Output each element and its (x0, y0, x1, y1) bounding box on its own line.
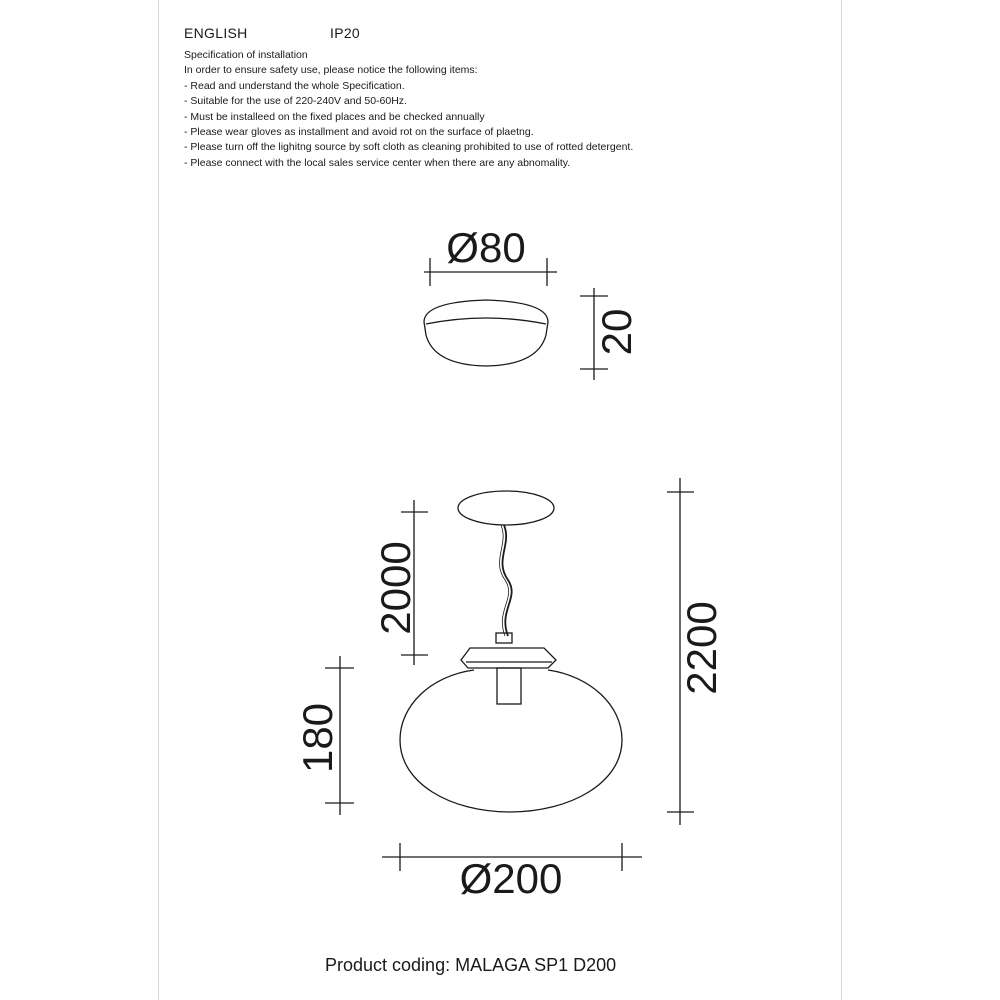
cable (502, 525, 511, 636)
total-height-label: 2200 (678, 601, 725, 695)
glass-shade (400, 670, 622, 812)
canopy-diameter-label: Ø80 (446, 224, 526, 271)
shade-height-label: 180 (294, 702, 341, 774)
spec-title: Specification of installation (184, 49, 308, 61)
spec-item: - Must be installeed on the fixed places and be checked annually (184, 110, 485, 123)
cable-grip (496, 633, 512, 643)
spec-item: - Suitable for the use of 220-240V and 50-60Hz. (184, 95, 407, 108)
lamp-holder (497, 668, 521, 704)
spec-item: - Read and understand the whole Specification. (184, 79, 405, 92)
spec-item: - Please turn off the lighitng source by soft cloth as cleaning prohibited to use of rotted detergent. (184, 141, 634, 154)
shade-cap (461, 648, 556, 668)
spec-item: - Please wear gloves as installment and avoid rot on the surface of plaetng. (184, 126, 534, 139)
pendant-drawing (400, 491, 622, 812)
canopy-drawing (424, 300, 548, 366)
language-label: ENGLISH (184, 25, 248, 41)
canopy-height-label: 20 (593, 308, 640, 356)
shade-diameter-label: Ø200 (459, 855, 563, 902)
product-coding: Product coding: MALAGA SP1 D200 (325, 955, 617, 975)
cable-length-label: 2000 (372, 541, 419, 635)
canopy-side (458, 491, 554, 525)
ip-rating: IP20 (330, 25, 360, 41)
spec-item: - Please connect with the local sales service center when there are any abnomality. (184, 156, 571, 169)
spec-intro: In order to ensure safety use, please notice the following items: (184, 64, 478, 77)
